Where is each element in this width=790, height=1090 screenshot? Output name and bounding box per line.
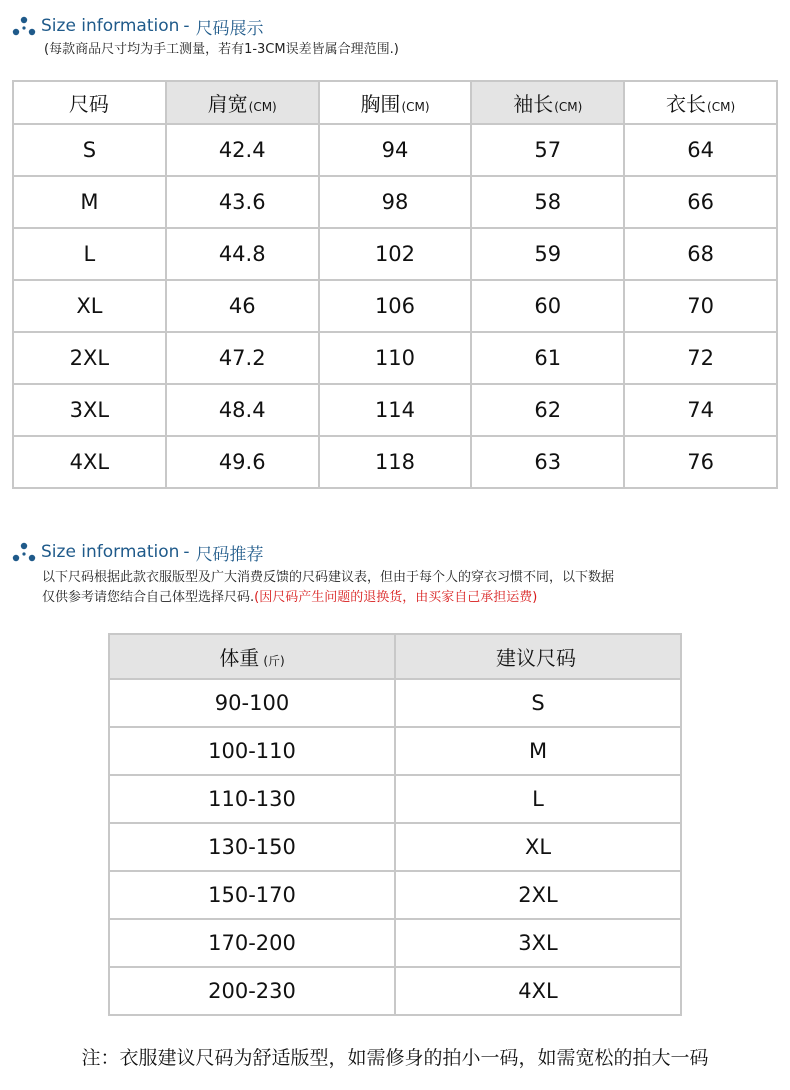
table-row xyxy=(13,436,777,488)
cell-sleeve: 61 xyxy=(471,332,624,384)
table-row xyxy=(109,871,681,919)
cell-suggested-size: L xyxy=(395,775,681,823)
cell-chest: 114 xyxy=(319,384,472,436)
cell-suggested-size: 2XL xyxy=(395,871,681,919)
cell-length: 70 xyxy=(624,280,777,332)
cell-length: 72 xyxy=(624,332,777,384)
cell-weight: 200-230 xyxy=(109,967,395,1015)
cell-length: 76 xyxy=(624,436,777,488)
section-title-dash: - xyxy=(183,16,190,36)
header-weight: 体重 (斤) xyxy=(109,634,395,679)
cell-size: S xyxy=(13,124,166,176)
section-title-en: Size information xyxy=(41,542,180,562)
cell-shoulder: 47.2 xyxy=(166,332,319,384)
cell-chest: 94 xyxy=(319,124,472,176)
cell-sleeve: 62 xyxy=(471,384,624,436)
return-policy-warning: (因尺码产生问题的退换货，由买家自己承担运费) xyxy=(254,590,538,605)
cell-sleeve: 57 xyxy=(471,124,624,176)
cell-size: 3XL xyxy=(13,384,166,436)
table-row xyxy=(109,919,681,967)
three-dot-cluster-icon xyxy=(12,16,36,36)
header-shoulder: 肩宽(CM) xyxy=(166,81,319,124)
cell-size: L xyxy=(13,228,166,280)
table-row xyxy=(109,727,681,775)
header-length: 衣长(CM) xyxy=(624,81,777,124)
cell-weight: 90-100 xyxy=(109,679,395,727)
table-row xyxy=(13,124,777,176)
cell-chest: 98 xyxy=(319,176,472,228)
cell-length: 74 xyxy=(624,384,777,436)
header-chest: 胸围(CM) xyxy=(319,81,472,124)
cell-sleeve: 59 xyxy=(471,228,624,280)
size-table-header-row xyxy=(13,81,777,124)
size-recommend-table xyxy=(108,633,682,1016)
cell-suggested-size: 4XL xyxy=(395,967,681,1015)
section-title-cn: 尺码推荐 xyxy=(195,544,264,565)
recommend-note-line1: 以下尺码根据此款衣服版型及广大消费反馈的尺码建议表，但由于每个人的穿衣习惯不同，以下数据 xyxy=(42,570,615,585)
cell-sleeve: 60 xyxy=(471,280,624,332)
three-dot-cluster-icon xyxy=(12,542,36,562)
rec-table-header-row xyxy=(109,634,681,679)
cell-chest: 110 xyxy=(319,332,472,384)
cell-chest: 118 xyxy=(319,436,472,488)
cell-size: M xyxy=(13,176,166,228)
cell-length: 66 xyxy=(624,176,777,228)
recommend-note xyxy=(42,568,782,608)
header-suggested-size: 建议尺码 xyxy=(395,634,681,679)
table-row xyxy=(109,967,681,1015)
cell-weight: 110-130 xyxy=(109,775,395,823)
cell-weight: 100-110 xyxy=(109,727,395,775)
cell-length: 68 xyxy=(624,228,777,280)
recommend-note-line2: 仅供参考请您结合自己体型选择尺码.(因尺码产生问题的退换货，由买家自己承担运费) xyxy=(42,590,538,605)
cell-shoulder: 46 xyxy=(166,280,319,332)
cell-size: 4XL xyxy=(13,436,166,488)
section-title-dash: - xyxy=(183,542,190,562)
cell-chest: 102 xyxy=(319,228,472,280)
cell-chest: 106 xyxy=(319,280,472,332)
table-row xyxy=(13,176,777,228)
cell-size: XL xyxy=(13,280,166,332)
header-sleeve: 袖长(CM) xyxy=(471,81,624,124)
cell-weight: 170-200 xyxy=(109,919,395,967)
cell-suggested-size: M xyxy=(395,727,681,775)
table-row xyxy=(13,280,777,332)
table-row xyxy=(13,384,777,436)
cell-sleeve: 63 xyxy=(471,436,624,488)
measurement-note: (每款商品尺寸均为手工测量，若有1-3CM误差皆属合理范围.) xyxy=(44,42,399,57)
table-row xyxy=(109,679,681,727)
header-size: 尺码 xyxy=(13,81,166,124)
cell-sleeve: 58 xyxy=(471,176,624,228)
cell-suggested-size: XL xyxy=(395,823,681,871)
cell-suggested-size: 3XL xyxy=(395,919,681,967)
cell-length: 64 xyxy=(624,124,777,176)
cell-shoulder: 44.8 xyxy=(166,228,319,280)
cell-suggested-size: S xyxy=(395,679,681,727)
cell-shoulder: 42.4 xyxy=(166,124,319,176)
table-row xyxy=(109,775,681,823)
table-row xyxy=(109,823,681,871)
table-row xyxy=(13,332,777,384)
cell-weight: 130-150 xyxy=(109,823,395,871)
section-header-size-recommend xyxy=(12,540,264,564)
cell-weight: 150-170 xyxy=(109,871,395,919)
cell-shoulder: 49.6 xyxy=(166,436,319,488)
cell-shoulder: 48.4 xyxy=(166,384,319,436)
fit-advice-note: 注：衣服建议尺码为舒适版型，如需修身的拍小一码，如需宽松的拍大一码 xyxy=(81,1047,709,1069)
section-title-en: Size information xyxy=(41,16,180,36)
table-row xyxy=(13,228,777,280)
cell-shoulder: 43.6 xyxy=(166,176,319,228)
size-table xyxy=(12,80,778,489)
section-title-cn: 尺码展示 xyxy=(195,18,264,39)
section-header-size-display xyxy=(12,14,264,38)
cell-size: 2XL xyxy=(13,332,166,384)
